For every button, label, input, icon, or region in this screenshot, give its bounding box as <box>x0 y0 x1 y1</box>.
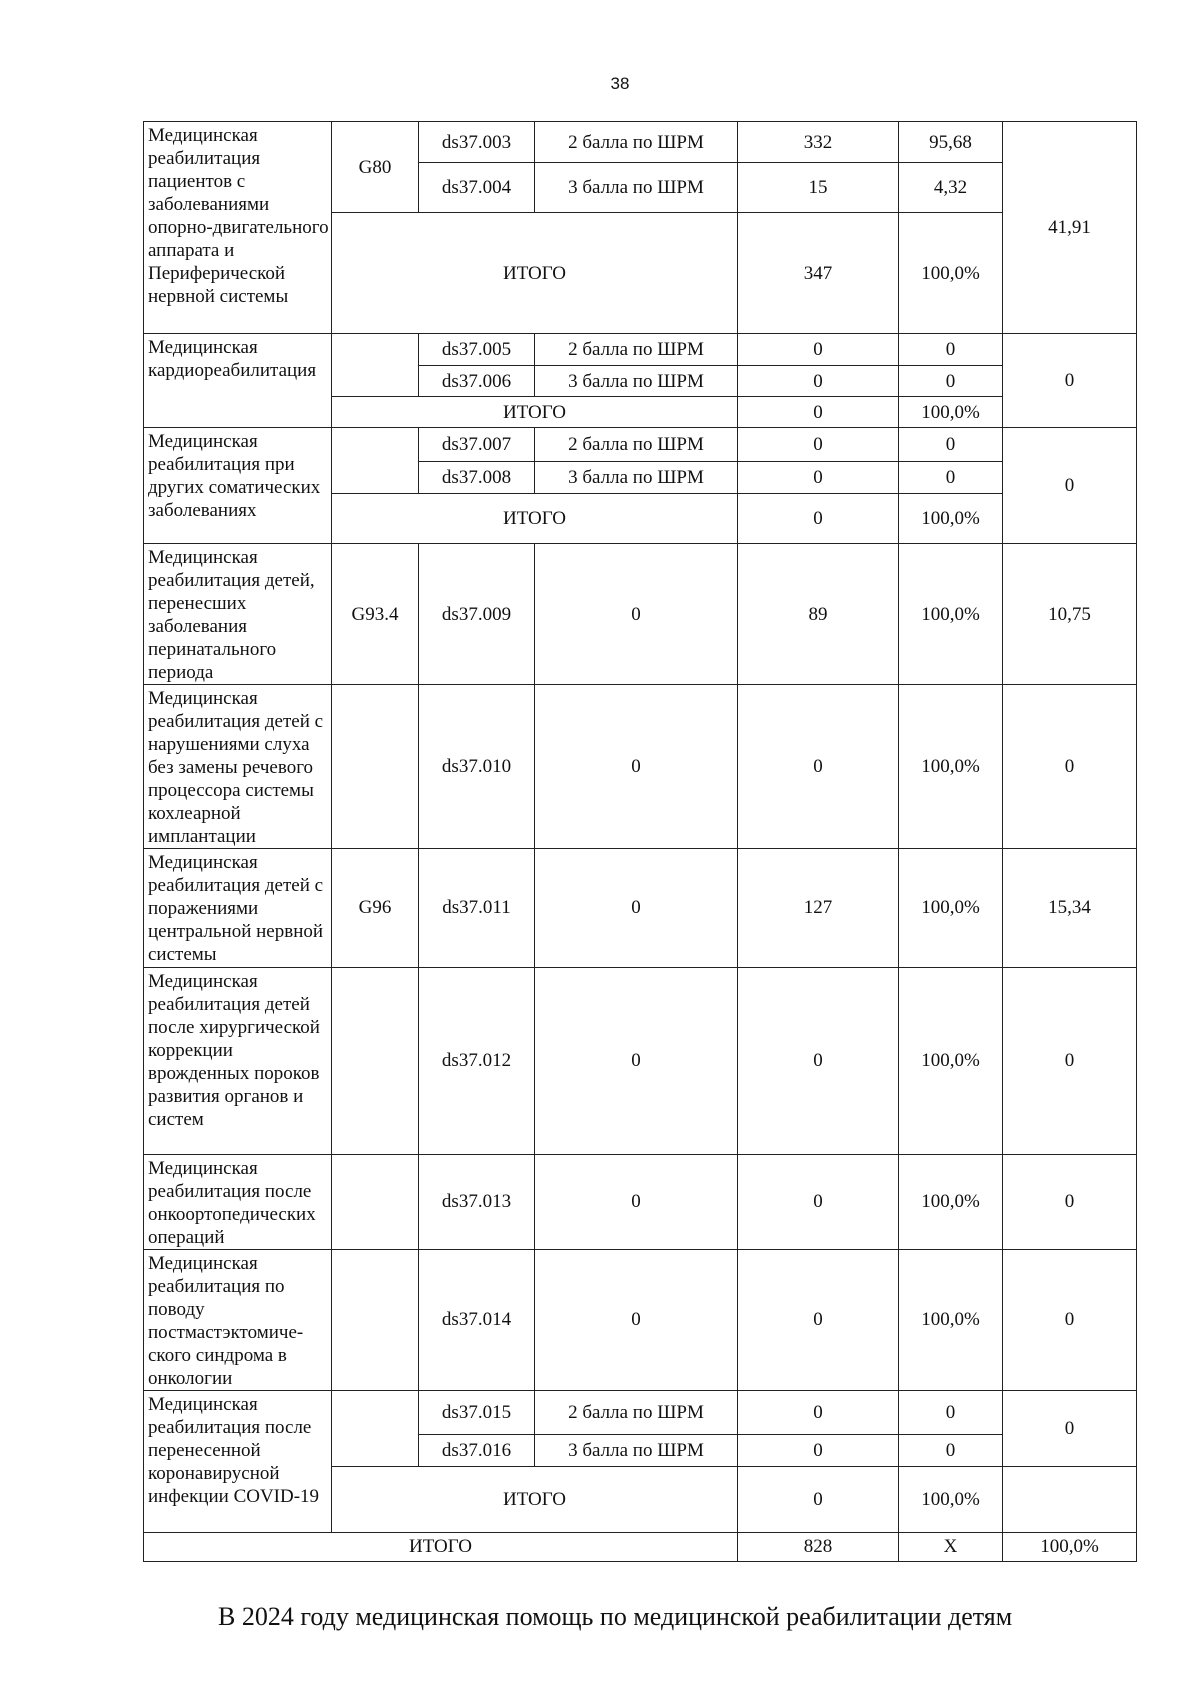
grand-total-label: ИТОГО <box>144 1532 738 1561</box>
tariff-code: ds37.004 <box>419 163 535 213</box>
section-description: Медицинская реабилитация детей с нарушениями слуха без замены речевого процессора системы кохлеарной имплантации <box>144 685 332 849</box>
share-cell: 0 <box>1003 1249 1137 1390</box>
rehabilitation-table <box>143 121 1137 1562</box>
count-cell: 0 <box>738 1466 899 1532</box>
icd-code <box>332 685 419 849</box>
score-cell: 0 <box>535 849 738 967</box>
percent-cell: 0 <box>899 366 1003 397</box>
percent-cell: 100,0% <box>899 213 1003 334</box>
percent-cell: 100,0% <box>899 544 1003 685</box>
score-cell: 2 балла по ШРМ <box>535 428 738 462</box>
percent-cell: 4,32 <box>899 163 1003 213</box>
share-cell: 0 <box>1003 685 1137 849</box>
icd-code <box>332 428 419 494</box>
count-cell: 332 <box>738 122 899 163</box>
table-row <box>144 428 1137 462</box>
table-row <box>144 334 1137 366</box>
subtotal-label: ИТОГО <box>332 397 738 428</box>
icd-code <box>332 1249 419 1390</box>
share-cell: 15,34 <box>1003 849 1137 967</box>
count-cell: 127 <box>738 849 899 967</box>
table-row <box>144 849 1137 967</box>
tariff-code: ds37.012 <box>419 967 535 1154</box>
percent-cell: 95,68 <box>899 122 1003 163</box>
grand-total-share: 100,0% <box>1003 1532 1137 1561</box>
tariff-code: ds37.011 <box>419 849 535 967</box>
section-description: Медицинская реабилитация после онкоортопедических операций <box>144 1154 332 1249</box>
share-cell: 0 <box>1003 967 1137 1154</box>
count-cell: 347 <box>738 213 899 334</box>
section-description: Медицинская реабилитация пациентов с заболеваниями опорно-двигательного аппарата и Периферической нервной системы <box>144 122 332 334</box>
count-cell: 15 <box>738 163 899 213</box>
share-cell: 10,75 <box>1003 544 1137 685</box>
score-cell: 3 балла по ШРМ <box>535 366 738 397</box>
score-cell: 2 балла по ШРМ <box>535 1390 738 1434</box>
percent-cell: 0 <box>899 462 1003 494</box>
count-cell: 0 <box>738 428 899 462</box>
count-cell: 0 <box>738 1434 899 1466</box>
table-row <box>144 1154 1137 1249</box>
tariff-code: ds37.007 <box>419 428 535 462</box>
tariff-code: ds37.003 <box>419 122 535 163</box>
score-cell: 2 балла по ШРМ <box>535 334 738 366</box>
count-cell: 0 <box>738 1249 899 1390</box>
subtotal-label: ИТОГО <box>332 1466 738 1532</box>
count-cell: 0 <box>738 462 899 494</box>
section-description: Медицинская реабилитация детей, перенесших заболевания перинатального периода <box>144 544 332 685</box>
share-cell: 0 <box>1003 334 1137 428</box>
percent-cell: 100,0% <box>899 397 1003 428</box>
icd-code <box>332 334 419 397</box>
table-row <box>144 122 1137 163</box>
tariff-code: ds37.010 <box>419 685 535 849</box>
share-cell: 0 <box>1003 428 1137 544</box>
table-row <box>144 967 1137 1154</box>
tariff-code: ds37.008 <box>419 462 535 494</box>
share-cell-empty <box>1003 1466 1137 1532</box>
tariff-code: ds37.005 <box>419 334 535 366</box>
table-row <box>144 1390 1137 1434</box>
table-row <box>144 544 1137 685</box>
percent-cell: 100,0% <box>899 1154 1003 1249</box>
section-description: Медицинская реабилитация после перенесенной коронавирусной инфекции COVID-19 <box>144 1390 332 1532</box>
score-cell: 0 <box>535 967 738 1154</box>
section-description: Медицинская реабилитация детей после хирургической коррекции врожденных пороков развития органов и систем <box>144 967 332 1154</box>
score-cell: 0 <box>535 544 738 685</box>
score-cell: 0 <box>535 1249 738 1390</box>
percent-cell: 0 <box>899 1390 1003 1434</box>
count-cell: 0 <box>738 494 899 544</box>
percent-cell: 100,0% <box>899 1466 1003 1532</box>
section-description: Медицинская реабилитация при других соматических заболеваниях <box>144 428 332 544</box>
icd-code <box>332 1390 419 1466</box>
score-cell: 3 балла по ШРМ <box>535 462 738 494</box>
icd-code <box>332 1154 419 1249</box>
icd-code <box>332 967 419 1154</box>
tariff-code: ds37.006 <box>419 366 535 397</box>
count-cell: 0 <box>738 1154 899 1249</box>
percent-cell: 0 <box>899 428 1003 462</box>
count-cell: 0 <box>738 685 899 849</box>
count-cell: 0 <box>738 397 899 428</box>
percent-cell: 100,0% <box>899 1249 1003 1390</box>
subtotal-label: ИТОГО <box>332 213 738 334</box>
percent-cell: 0 <box>899 1434 1003 1466</box>
percent-cell: 100,0% <box>899 494 1003 544</box>
percent-cell: 100,0% <box>899 967 1003 1154</box>
score-cell: 2 балла по ШРМ <box>535 122 738 163</box>
tariff-code: ds37.016 <box>419 1434 535 1466</box>
share-cell: 0 <box>1003 1154 1137 1249</box>
icd-code: G93.4 <box>332 544 419 685</box>
icd-code: G96 <box>332 849 419 967</box>
score-cell: 3 балла по ШРМ <box>535 163 738 213</box>
share-cell: 0 <box>1003 1390 1137 1466</box>
section-description: Медицинская реабилитация детей с поражениями центральной нервной системы <box>144 849 332 967</box>
section-description: Медицинская кардиореабилитация <box>144 334 332 428</box>
score-cell: 0 <box>535 685 738 849</box>
tariff-code: ds37.015 <box>419 1390 535 1434</box>
tariff-code: ds37.009 <box>419 544 535 685</box>
count-cell: 89 <box>738 544 899 685</box>
grand-total-count: 828 <box>738 1532 899 1561</box>
count-cell: 0 <box>738 967 899 1154</box>
percent-cell: 100,0% <box>899 849 1003 967</box>
grand-total-row <box>144 1532 1137 1561</box>
count-cell: 0 <box>738 1390 899 1434</box>
share-cell: 41,91 <box>1003 122 1137 334</box>
closing-paragraph: В 2024 году медицинская помощь по медицинской реабилитации детям <box>218 1602 1013 1631</box>
table-row <box>144 1249 1137 1390</box>
subtotal-label: ИТОГО <box>332 494 738 544</box>
percent-cell: 0 <box>899 334 1003 366</box>
tariff-code: ds37.014 <box>419 1249 535 1390</box>
grand-total-percent: X <box>899 1532 1003 1561</box>
percent-cell: 100,0% <box>899 685 1003 849</box>
section-description: Медицинская реабилитация по поводу постмастэктомиче-ского синдрома в онкологии <box>144 1249 332 1390</box>
page-number: 38 <box>610 74 630 93</box>
score-cell: 3 балла по ШРМ <box>535 1434 738 1466</box>
score-cell: 0 <box>535 1154 738 1249</box>
count-cell: 0 <box>738 334 899 366</box>
tariff-code: ds37.013 <box>419 1154 535 1249</box>
table-row <box>144 685 1137 849</box>
icd-code: G80 <box>332 122 419 213</box>
count-cell: 0 <box>738 366 899 397</box>
